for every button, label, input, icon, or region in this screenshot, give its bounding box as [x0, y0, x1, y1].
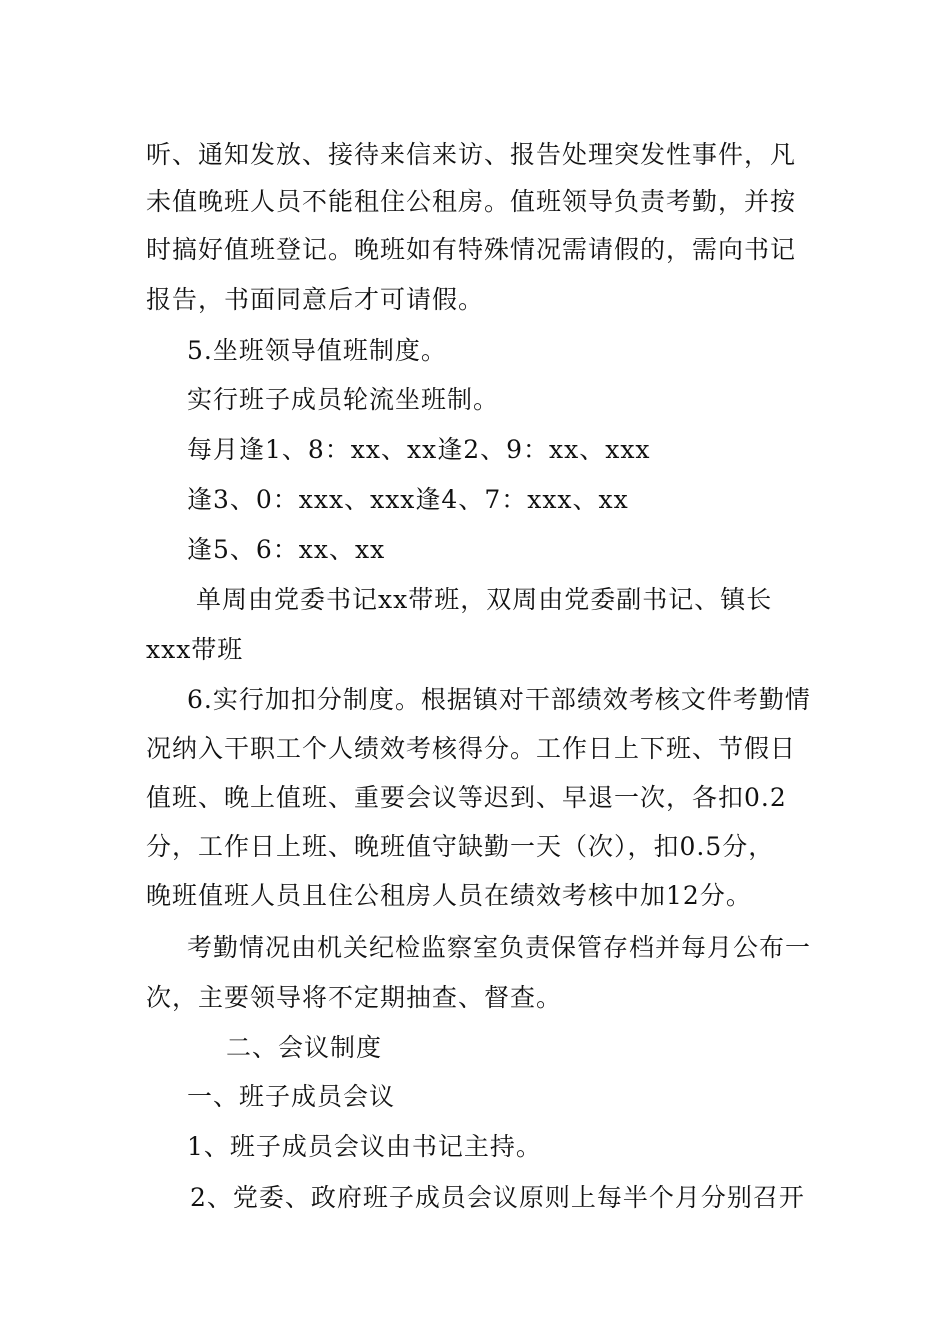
paragraph-line: 次，主要领导将不定期抽查、督查。: [146, 983, 563, 1012]
paragraph-line: 1、班子成员会议由书记主持。: [187, 1132, 542, 1161]
paragraph-line: 听、通知发放、接待来信来访、报告处理突发性事件，凡: [146, 140, 797, 169]
paragraph-line: 时搞好值班登记。晚班如有特殊情况需请假的，需向书记: [146, 235, 797, 264]
paragraph-line: 实行班子成员轮流坐班制。: [187, 385, 500, 414]
paragraph-line: 单周由党委书记xx带班，双周由党委副书记、镇长: [196, 585, 773, 614]
section-heading: 二、会议制度: [226, 1033, 383, 1062]
paragraph-line: 未值晚班人员不能租住公租房。值班领导负责考勤，并按: [146, 187, 797, 216]
schedule-line: 逢3、0：xxx、xxx逢4、7：xxx、xx: [187, 485, 629, 514]
paragraph-line: 考勤情况由机关纪检监察室负责保管存档并每月公布一: [187, 933, 812, 962]
paragraph-line: 2、党委、政府班子成员会议原则上每半个月分别召开: [190, 1183, 805, 1212]
paragraph-line: 况纳入干职工个人绩效考核得分。工作日上下班、节假日: [146, 734, 797, 763]
paragraph-line: 值班、晚上值班、重要会议等迟到、早退一次，各扣0.2: [146, 783, 787, 812]
paragraph-line: xxx带班: [146, 635, 244, 664]
schedule-line: 逢5、6：xx、xx: [187, 535, 386, 564]
schedule-line: 每月逢1、8：xx、xx逢2、9：xx、xxx: [187, 435, 651, 464]
paragraph-line: 报告，书面同意后才可请假。: [146, 285, 485, 314]
section-heading: 5.坐班领导值班制度。: [187, 336, 447, 365]
paragraph-line: 分，工作日上班、晚班值守缺勤一天（次），扣0.5分，: [146, 832, 775, 861]
paragraph-line: 晚班值班人员且住公租房人员在绩效考核中加12分。: [146, 881, 752, 910]
subsection-heading: 一、班子成员会议: [187, 1082, 396, 1111]
section-heading: 6.实行加扣分制度。根据镇对干部绩效考核文件考勤情: [187, 685, 811, 714]
